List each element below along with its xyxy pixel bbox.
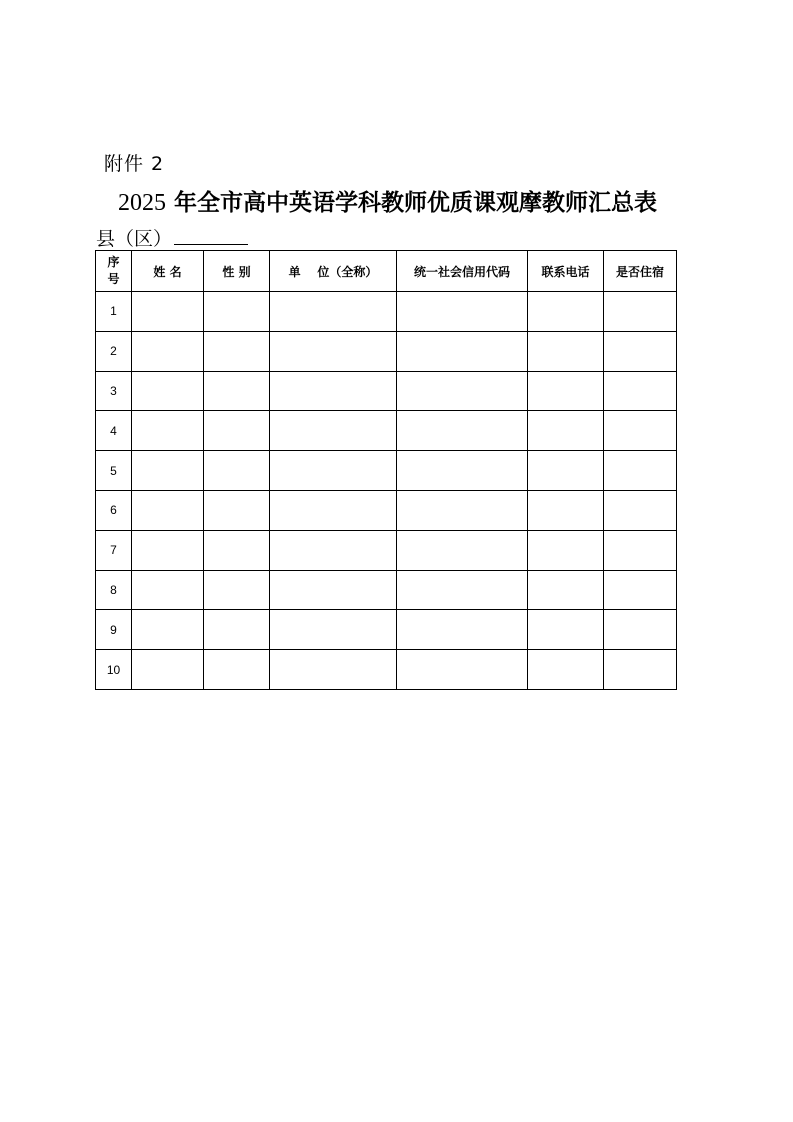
cell-unit[interactable] bbox=[270, 292, 397, 332]
cell-lodging[interactable] bbox=[604, 371, 677, 411]
header-credit-code: 统一社会信用代码 bbox=[397, 251, 528, 292]
cell-seq: 6 bbox=[96, 490, 132, 530]
header-lodging: 是否住宿 bbox=[604, 251, 677, 292]
title-year: 2025 bbox=[118, 190, 166, 216]
cell-lodging[interactable] bbox=[604, 570, 677, 610]
header-gender: 性 别 bbox=[204, 251, 270, 292]
cell-phone[interactable] bbox=[528, 451, 604, 491]
cell-unit[interactable] bbox=[270, 610, 397, 650]
cell-unit[interactable] bbox=[270, 411, 397, 451]
cell-seq: 2 bbox=[96, 331, 132, 371]
table-row bbox=[96, 371, 677, 411]
cell-lodging[interactable] bbox=[604, 411, 677, 451]
cell-seq: 3 bbox=[96, 371, 132, 411]
document-title bbox=[118, 184, 657, 217]
cell-phone[interactable] bbox=[528, 650, 604, 690]
cell-lodging[interactable] bbox=[604, 650, 677, 690]
cell-name[interactable] bbox=[132, 411, 204, 451]
table-row bbox=[96, 570, 677, 610]
cell-credit-code[interactable] bbox=[397, 451, 528, 491]
cell-lodging[interactable] bbox=[604, 331, 677, 371]
cell-phone[interactable] bbox=[528, 411, 604, 451]
header-phone: 联系电话 bbox=[528, 251, 604, 292]
county-label: 县（区） bbox=[96, 228, 173, 250]
cell-seq: 9 bbox=[96, 610, 132, 650]
cell-lodging[interactable] bbox=[604, 451, 677, 491]
cell-phone[interactable] bbox=[528, 530, 604, 570]
cell-phone[interactable] bbox=[528, 570, 604, 610]
attachment-label: 附件 2 bbox=[104, 153, 165, 175]
cell-credit-code[interactable] bbox=[397, 570, 528, 610]
cell-gender[interactable] bbox=[204, 451, 270, 491]
cell-unit[interactable] bbox=[270, 530, 397, 570]
table-row bbox=[96, 610, 677, 650]
cell-name[interactable] bbox=[132, 650, 204, 690]
header-unit: 单 位（全称） bbox=[270, 251, 397, 292]
cell-seq: 8 bbox=[96, 570, 132, 610]
header-seq bbox=[96, 251, 132, 292]
cell-name[interactable] bbox=[132, 570, 204, 610]
cell-gender[interactable] bbox=[204, 371, 270, 411]
cell-gender[interactable] bbox=[204, 411, 270, 451]
cell-phone[interactable] bbox=[528, 292, 604, 332]
header-seq-line1: 序 bbox=[107, 255, 120, 269]
cell-unit[interactable] bbox=[270, 451, 397, 491]
header-seq-line2: 号 bbox=[107, 272, 120, 286]
county-field bbox=[96, 224, 248, 251]
cell-gender[interactable] bbox=[204, 530, 270, 570]
cell-gender[interactable] bbox=[204, 570, 270, 610]
cell-lodging[interactable] bbox=[604, 610, 677, 650]
cell-lodging[interactable] bbox=[604, 530, 677, 570]
cell-gender[interactable] bbox=[204, 610, 270, 650]
cell-credit-code[interactable] bbox=[397, 490, 528, 530]
cell-seq: 5 bbox=[96, 451, 132, 491]
cell-phone[interactable] bbox=[528, 490, 604, 530]
cell-credit-code[interactable] bbox=[397, 411, 528, 451]
cell-name[interactable] bbox=[132, 331, 204, 371]
cell-name[interactable] bbox=[132, 490, 204, 530]
cell-gender[interactable] bbox=[204, 650, 270, 690]
table-row bbox=[96, 650, 677, 690]
cell-seq: 1 bbox=[96, 292, 132, 332]
cell-credit-code[interactable] bbox=[397, 292, 528, 332]
cell-seq: 4 bbox=[96, 411, 132, 451]
cell-unit[interactable] bbox=[270, 371, 397, 411]
cell-gender[interactable] bbox=[204, 331, 270, 371]
table-row bbox=[96, 292, 677, 332]
table-row bbox=[96, 490, 677, 530]
table-body bbox=[96, 292, 677, 690]
cell-unit[interactable] bbox=[270, 570, 397, 610]
cell-seq: 10 bbox=[96, 650, 132, 690]
cell-phone[interactable] bbox=[528, 610, 604, 650]
table-row bbox=[96, 530, 677, 570]
cell-name[interactable] bbox=[132, 292, 204, 332]
cell-name[interactable] bbox=[132, 451, 204, 491]
table-header-row bbox=[96, 251, 677, 292]
cell-credit-code[interactable] bbox=[397, 371, 528, 411]
cell-credit-code[interactable] bbox=[397, 610, 528, 650]
cell-name[interactable] bbox=[132, 610, 204, 650]
cell-unit[interactable] bbox=[270, 650, 397, 690]
summary-table bbox=[95, 250, 677, 690]
cell-unit[interactable] bbox=[270, 490, 397, 530]
table-row bbox=[96, 451, 677, 491]
cell-credit-code[interactable] bbox=[397, 530, 528, 570]
cell-credit-code[interactable] bbox=[397, 331, 528, 371]
cell-credit-code[interactable] bbox=[397, 650, 528, 690]
cell-phone[interactable] bbox=[528, 371, 604, 411]
cell-lodging[interactable] bbox=[604, 490, 677, 530]
title-text: 年全市高中英语学科教师优质课观摩教师汇总表 bbox=[166, 189, 658, 216]
cell-lodging[interactable] bbox=[604, 292, 677, 332]
header-name: 姓 名 bbox=[132, 251, 204, 292]
cell-name[interactable] bbox=[132, 371, 204, 411]
cell-unit[interactable] bbox=[270, 331, 397, 371]
cell-phone[interactable] bbox=[528, 331, 604, 371]
cell-gender[interactable] bbox=[204, 292, 270, 332]
table-row bbox=[96, 331, 677, 371]
cell-gender[interactable] bbox=[204, 490, 270, 530]
table-row bbox=[96, 411, 677, 451]
county-blank-line[interactable] bbox=[174, 226, 248, 245]
cell-name[interactable] bbox=[132, 530, 204, 570]
cell-seq: 7 bbox=[96, 530, 132, 570]
